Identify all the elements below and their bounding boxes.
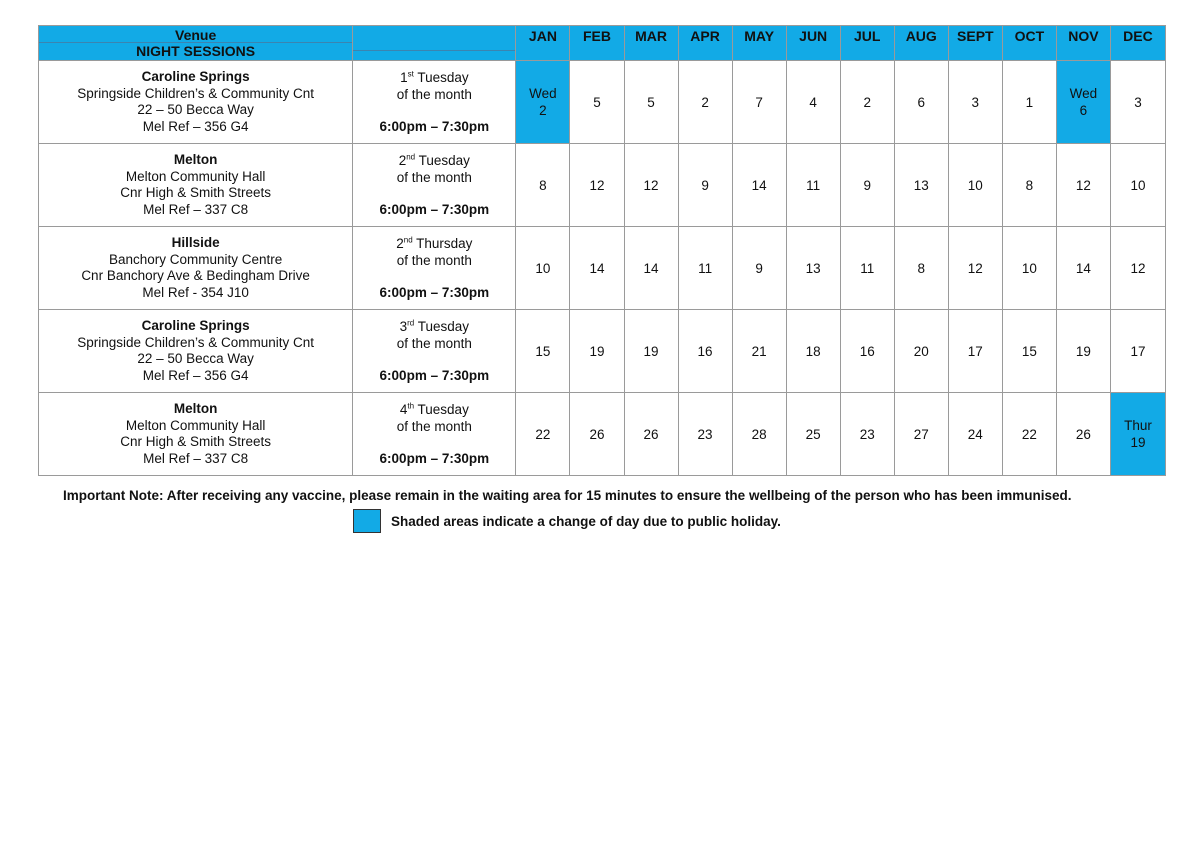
- date-value: 23: [859, 426, 875, 442]
- date-cell: [516, 393, 570, 476]
- date-value: 12: [589, 177, 605, 193]
- date-cell: [1056, 144, 1110, 227]
- date-value: 16: [859, 343, 875, 359]
- date-cell: [570, 61, 624, 144]
- month-header: JUN: [786, 26, 840, 61]
- date-value: 2: [539, 103, 547, 118]
- date-cell: [732, 227, 786, 310]
- date-value: 9: [701, 177, 709, 193]
- date-cell: [948, 393, 1002, 476]
- session-time: 6:00pm – 7:30pm: [379, 119, 490, 134]
- date-cell: [732, 310, 786, 393]
- session-ordinal: 2: [398, 153, 407, 168]
- date-cell: [786, 310, 840, 393]
- date-value: 8: [1025, 177, 1034, 193]
- session-time-cell: [353, 393, 516, 476]
- date-cell: [894, 310, 948, 393]
- month-header: OCT: [1002, 26, 1056, 61]
- date-value: 10: [967, 177, 983, 193]
- date-value: Wed: [1069, 86, 1098, 101]
- session-of-month: of the month: [396, 336, 472, 351]
- session-time-cell: [353, 144, 516, 227]
- date-value: 3: [971, 94, 980, 110]
- date-cell: [1056, 227, 1110, 310]
- date-value: 14: [589, 260, 605, 276]
- melway-ref: Mel Ref - 354 J10: [142, 284, 249, 300]
- melway-ref: Mel Ref – 337 C8: [143, 450, 249, 466]
- date-cell: [1002, 61, 1056, 144]
- date-value: 13: [805, 260, 821, 276]
- date-cell: [948, 144, 1002, 227]
- session-weekday: [353, 235, 515, 252]
- date-value: 10: [535, 260, 551, 276]
- session-day: Tuesday: [414, 319, 470, 334]
- date-value: 12: [643, 177, 659, 193]
- date-value: 5: [593, 94, 601, 110]
- date-value: 22: [535, 426, 551, 442]
- session-weekday: [353, 152, 515, 169]
- session-time: 6:00pm – 7:30pm: [379, 202, 490, 217]
- session-ordinal-suffix: st: [407, 69, 414, 79]
- date-value: 11: [806, 177, 821, 193]
- date-cell: [678, 144, 732, 227]
- night-sessions-label: NIGHT SESSIONS: [136, 43, 256, 59]
- date-cell: [894, 144, 948, 227]
- date-value: Thur: [1124, 418, 1152, 433]
- date-value: 8: [539, 177, 547, 193]
- venue-address-line: 22 – 50 Becca Way: [137, 351, 254, 366]
- date-cell: [1110, 144, 1165, 227]
- date-value: 15: [1021, 343, 1037, 359]
- date-value: 14: [1075, 260, 1091, 276]
- immunisation-schedule-table: [38, 25, 1166, 476]
- date-cell: [678, 227, 732, 310]
- schedule-body: [39, 61, 1166, 476]
- date-value: 10: [1021, 260, 1037, 276]
- legend-swatch: [353, 509, 381, 533]
- month-header: MAR: [624, 26, 678, 61]
- session-day: Thursday: [412, 236, 473, 251]
- date-value: 9: [755, 260, 763, 276]
- session-ordinal: 1: [400, 70, 408, 85]
- holiday-date-cell: [1110, 393, 1165, 476]
- date-value: 10: [1130, 177, 1146, 193]
- holiday-date-cell: [1056, 61, 1110, 144]
- date-value: 23: [697, 426, 713, 442]
- date-value: 5: [647, 94, 655, 110]
- month-header: DEC: [1110, 26, 1165, 61]
- melway-ref: Mel Ref – 356 G4: [142, 118, 249, 134]
- session-time-cell: [353, 227, 516, 310]
- date-cell: [948, 310, 1002, 393]
- melway-ref: Mel Ref – 337 C8: [143, 201, 249, 217]
- date-value: 19: [1130, 435, 1146, 450]
- venue-address-line: Melton Community Hall: [125, 168, 266, 184]
- date-cell: [948, 227, 1002, 310]
- date-value: 18: [805, 343, 821, 359]
- date-value: 24: [967, 426, 983, 442]
- venue-address-line: Cnr High & Smith Streets: [120, 434, 272, 449]
- date-cell: [678, 310, 732, 393]
- date-value: 26: [643, 426, 659, 442]
- session-time-cell: [353, 310, 516, 393]
- date-cell: [1110, 61, 1165, 144]
- date-cell: [624, 310, 678, 393]
- session-time-cell: [353, 61, 516, 144]
- venue-address-line: Melton Community Hall: [125, 417, 266, 433]
- date-value: 20: [913, 343, 929, 359]
- session-time: 6:00pm – 7:30pm: [379, 368, 490, 383]
- date-cell: [678, 61, 732, 144]
- date-cell: [894, 393, 948, 476]
- date-cell: [570, 393, 624, 476]
- session-time: 6:00pm – 7:30pm: [379, 285, 490, 300]
- session-of-month: of the month: [396, 419, 472, 434]
- date-value: 19: [1075, 343, 1091, 359]
- session-weekday: [353, 401, 515, 418]
- date-value: 28: [751, 426, 767, 442]
- date-cell: [1056, 310, 1110, 393]
- date-value: 26: [1075, 426, 1091, 442]
- month-header: MAY: [732, 26, 786, 61]
- date-cell: [786, 393, 840, 476]
- date-value: 14: [643, 260, 659, 276]
- important-note: Important Note: After receiving any vaccine, please remain in the waiting area for 15 minutes to ensure the wellbeing of the person who has been immunised.: [63, 488, 1072, 503]
- month-header: APR: [678, 26, 732, 61]
- date-value: 6: [1079, 103, 1088, 118]
- date-value: 3: [1134, 94, 1142, 110]
- date-value: 15: [535, 343, 551, 359]
- date-cell: [894, 227, 948, 310]
- melway-ref: Mel Ref – 356 G4: [142, 367, 249, 383]
- date-value: 4: [809, 94, 817, 110]
- date-cell: [516, 310, 570, 393]
- date-cell: [840, 393, 894, 476]
- date-value: 19: [589, 343, 605, 359]
- venue-address-line: 22 – 50 Becca Way: [137, 102, 254, 117]
- venue-address-line: Springside Children’s & Community Cnt: [77, 85, 315, 101]
- date-value: 1: [1025, 94, 1034, 110]
- session-day: Tuesday: [415, 153, 470, 168]
- session-ordinal-suffix: th: [407, 401, 415, 411]
- legend-text: Shaded areas indicate a change of day due to public holiday.: [391, 514, 781, 529]
- date-cell: [516, 227, 570, 310]
- date-cell: [840, 310, 894, 393]
- month-header: FEB: [570, 26, 624, 61]
- date-value: 6: [917, 94, 926, 110]
- date-cell: [786, 144, 840, 227]
- month-header: SEPT: [948, 26, 1002, 61]
- date-value: 13: [913, 177, 929, 193]
- venue-name: Caroline Springs: [141, 318, 250, 333]
- month-header: AUG: [894, 26, 948, 61]
- date-cell: [1110, 227, 1165, 310]
- date-cell: [1110, 310, 1165, 393]
- venue-cell: [39, 310, 353, 393]
- date-cell: [570, 144, 624, 227]
- month-header: JUL: [840, 26, 894, 61]
- date-cell: [786, 227, 840, 310]
- date-cell: [1002, 144, 1056, 227]
- venue-header-cell: [39, 26, 353, 61]
- date-value: 26: [589, 426, 605, 442]
- date-value: 9: [863, 177, 871, 193]
- session-weekday: [353, 69, 515, 86]
- session-ordinal-suffix: nd: [403, 235, 413, 245]
- session-of-month: of the month: [396, 87, 472, 102]
- month-header: NOV: [1056, 26, 1110, 61]
- date-value: 12: [967, 260, 983, 276]
- date-value: 16: [697, 343, 713, 359]
- session-day: Tuesday: [414, 402, 469, 417]
- date-value: 2: [863, 94, 871, 110]
- date-value: 7: [755, 94, 763, 110]
- date-cell: [1002, 227, 1056, 310]
- date-cell: [624, 144, 678, 227]
- session-day: Tuesday: [413, 70, 469, 85]
- session-weekday: [353, 318, 515, 335]
- date-value: Wed: [529, 86, 557, 101]
- session-time: 6:00pm – 7:30pm: [379, 451, 490, 466]
- date-value: 11: [860, 260, 875, 276]
- date-value: 19: [643, 343, 659, 359]
- date-cell: [570, 227, 624, 310]
- date-cell: [1002, 393, 1056, 476]
- session-ordinal: 3: [399, 319, 408, 334]
- date-cell: [570, 310, 624, 393]
- date-cell: [948, 61, 1002, 144]
- venue-address-line: Cnr High & Smith Streets: [120, 185, 272, 200]
- date-value: 12: [1075, 177, 1091, 193]
- date-cell: [732, 393, 786, 476]
- header-divider: [353, 50, 515, 51]
- date-cell: [678, 393, 732, 476]
- venue-cell: [39, 393, 353, 476]
- session-ordinal-suffix: nd: [406, 152, 416, 162]
- venue-name: Hillside: [171, 235, 220, 250]
- session-row: [39, 61, 1166, 144]
- session-ordinal: 4: [399, 402, 408, 417]
- date-value: 14: [751, 177, 767, 193]
- venue-name: Melton: [173, 401, 218, 416]
- venue-cell: [39, 144, 353, 227]
- session-ordinal-suffix: rd: [407, 318, 415, 328]
- session-of-month: of the month: [396, 170, 472, 185]
- venue-header-label: Venue: [175, 27, 217, 43]
- date-value: 8: [917, 260, 926, 276]
- session-row: [39, 393, 1166, 476]
- date-cell: [840, 144, 894, 227]
- venue-address-line: Springside Children’s & Community Cnt: [77, 334, 315, 350]
- date-cell: [624, 393, 678, 476]
- session-header-cell: [353, 26, 516, 61]
- date-value: 17: [967, 343, 983, 359]
- date-cell: [840, 61, 894, 144]
- date-cell: [894, 61, 948, 144]
- venue-address-line: Cnr Banchory Ave & Bedingham Drive: [81, 268, 310, 283]
- date-value: 25: [805, 426, 821, 442]
- venue-name: Melton: [173, 152, 218, 167]
- date-cell: [624, 61, 678, 144]
- date-cell: [624, 227, 678, 310]
- date-cell: [732, 61, 786, 144]
- date-cell: [786, 61, 840, 144]
- date-value: 22: [1021, 426, 1037, 442]
- session-row: [39, 144, 1166, 227]
- session-row: [39, 227, 1166, 310]
- date-value: 12: [1130, 260, 1146, 276]
- date-cell: [1002, 310, 1056, 393]
- session-row: [39, 310, 1166, 393]
- header-row: [39, 26, 1166, 61]
- date-cell: [732, 144, 786, 227]
- date-value: 2: [701, 94, 709, 110]
- date-value: 21: [751, 343, 767, 359]
- venue-cell: [39, 61, 353, 144]
- date-cell: [516, 144, 570, 227]
- date-value: 27: [913, 426, 929, 442]
- venue-cell: [39, 227, 353, 310]
- date-cell: [1056, 393, 1110, 476]
- venue-name: Caroline Springs: [141, 69, 250, 84]
- venue-address-line: Banchory Community Centre: [108, 251, 283, 267]
- session-of-month: of the month: [396, 253, 472, 268]
- date-value: 11: [698, 260, 713, 276]
- session-ordinal: 2: [396, 236, 404, 251]
- holiday-date-cell: [516, 61, 570, 144]
- date-cell: [840, 227, 894, 310]
- month-header: JAN: [516, 26, 570, 61]
- date-value: 17: [1130, 343, 1146, 359]
